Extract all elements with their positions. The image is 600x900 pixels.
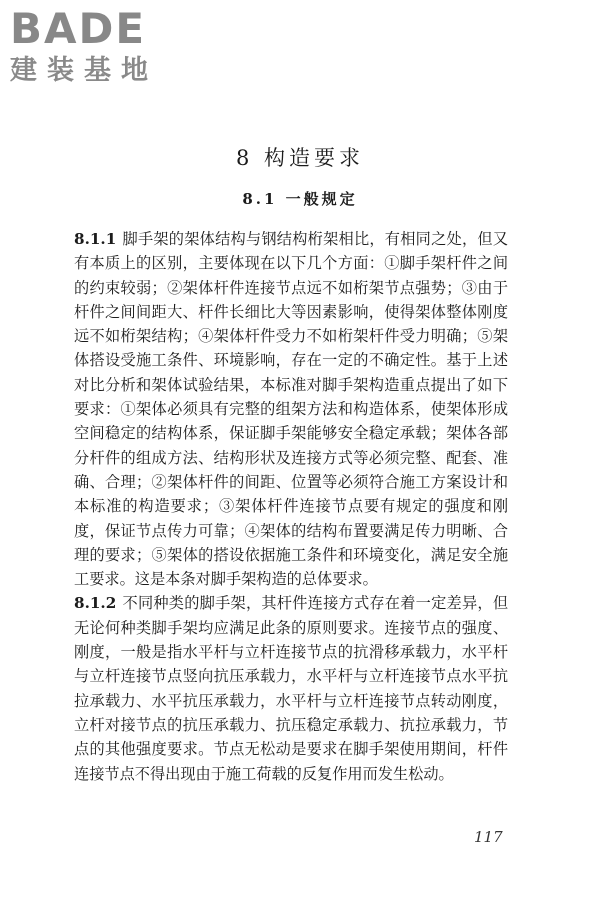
clause-8-1-1 (74, 227, 508, 591)
clause-number: 8.1.1 (74, 230, 117, 248)
bade-logo (10, 4, 185, 96)
chapter-title: 8 构造要求 (235, 146, 365, 170)
clause-8-1-2 (74, 591, 508, 785)
clause-text: 不同种类的脚手架，其杆件连接方式存在着一定差异，但无论何种类脚手架均应满足此条的原则要求。连接节点的强度、刚度，一般是指水平杆与立杆连接节点的抗滑移承载力，水平杆与立杆连接节点竖向抗压承载力，水平杆与立杆连接节点水平抗拉承载力、水平抗压承载力，水平杆与立杆连接节点转动刚度，立杆对接节点的抗压承载力、抗压稳定承载力、抗拉承载力，节点的其他强度要求。节点无松动是要求在脚手架使用期间，杆件连接节点不得出现由于施工荷载的反复作用而发生松动。 (74, 594, 508, 783)
logo-wordmark: BADE (10, 4, 147, 53)
section-title: 8.1 一般规定 (242, 190, 358, 208)
page-number: 117 (474, 828, 503, 846)
clause-text: 脚手架的架体结构与钢结构桁架相比，有相同之处，但又有本质上的区别，主要体现在以下几个方面：①脚手架杆件之间的约束较弱；②架体杆件连接节点远不如桁架节点强势；③由于杆件之间间距大、杆件长细比大等因素影响，使得架体整体刚度远不如桁架结构；④架体杆件受力不如桁架杆件受力明确；⑤架体搭设受施工条件、环境影响，存在一定的不确定性。基于上述对比分析和架体试验结果，本标准对脚手架构造重点提出了如下要求：①架体必须具有完整的组架方法和构造体系，使架体形成空间稳定的结构体系，保证脚手架能够安全稳定承载；架体各部分杆件的组成方法、结构形状及连接方式等必须完整、配套、准确、合理；②架体杆件的间距、位置等必须符合施工方案设计和本标准的构造要求；③架体杆件连接节点要有规定的强度和刚度，保证节点传力可靠；④架体的结构布置要满足传力明晰、合理的要求；⑤架体的搭设依据施工条件和环境变化，满足安全施工要求。这是本条对脚手架构造的总体要求。 (74, 230, 508, 589)
clause-number: 8.1.2 (74, 594, 117, 613)
document-body (74, 227, 508, 786)
logo-chinese-name: 建装基地 (10, 55, 158, 86)
